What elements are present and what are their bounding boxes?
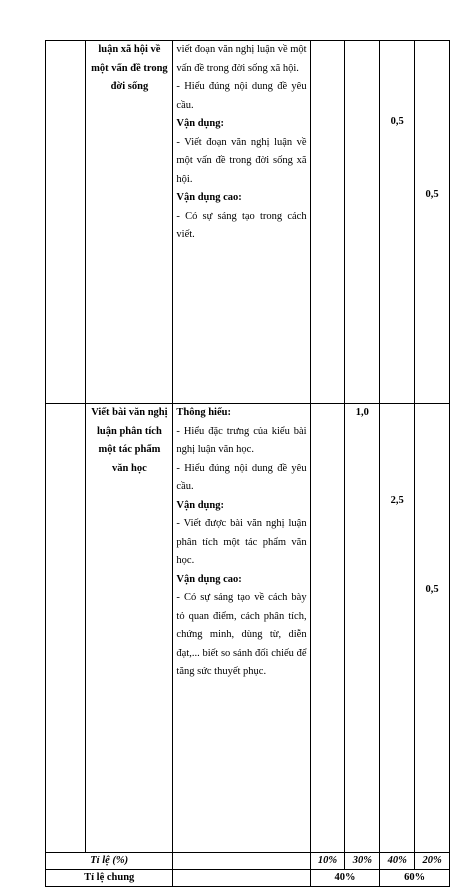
description-heading: Vận dụng: (176, 118, 224, 129)
total-value: 40% (310, 870, 380, 887)
empty-cell (46, 404, 86, 853)
score-cell (310, 41, 345, 404)
score-cell: 1,0 (345, 404, 380, 853)
ratio-value: 10% (310, 853, 345, 870)
description-cell (173, 404, 310, 853)
topic-cell: Viết bài văn nghị luận phân tích một tác phẩm văn học (86, 404, 173, 853)
description-line: - Có sự sáng tạo về cách bày tỏ quan điểm, cách phân tích, chứng minh, dùng từ, diễn đạt,... biết so sánh đối chiếu để tăng sức thuyết phục. (176, 592, 307, 677)
ratio-value: 20% (415, 853, 450, 870)
description-line: viết đoạn văn nghị luận về một vấn đề trong đời sống xã hội. (176, 44, 307, 74)
score-cell (345, 41, 380, 404)
matrix-table (45, 40, 450, 887)
description-line: - Có sự sáng tạo trong cách viết. (176, 210, 307, 240)
score-cell (310, 404, 345, 853)
description-cell (173, 41, 310, 404)
description-line: - Hiểu đúng nội dung đề yêu cầu. (176, 462, 307, 492)
table-row (46, 41, 450, 404)
total-row (46, 870, 450, 887)
score-cell: 0,5 (415, 41, 450, 404)
description-heading: Vận dụng cao: (176, 192, 242, 203)
description-heading: Thông hiểu: (176, 407, 231, 418)
score-cell: 0,5 (415, 404, 450, 853)
empty-cell (46, 41, 86, 404)
description-line: - Viết đoạn văn nghị luận về một vấn đề trong đời sống xã hội. (176, 136, 307, 185)
total-label: Tỉ lệ chung (46, 870, 173, 887)
ratio-row (46, 853, 450, 870)
empty-cell (173, 870, 310, 887)
description-line: - Hiểu đặc trưng của kiểu bài nghị luận văn học. (176, 425, 307, 455)
topic-cell: luận xã hội về một vấn đề trong đời sống (86, 41, 173, 404)
score-cell: 0,5 (380, 41, 415, 404)
description-heading: Vận dụng cao: (176, 573, 242, 585)
table-row (46, 404, 450, 853)
empty-cell (173, 853, 310, 870)
description-line: - Hiểu đúng nội dung đề yêu cầu. (176, 81, 307, 111)
score-cell: 2,5 (380, 404, 415, 853)
description-heading: Vận dụng: (176, 499, 224, 511)
ratio-value: 40% (380, 853, 415, 870)
total-value: 60% (380, 870, 450, 887)
description-line: - Viết được bài văn nghị luận phân tích một tác phẩm văn học. (176, 518, 307, 566)
ratio-label: Tỉ lệ (%) (46, 853, 173, 870)
ratio-value: 30% (345, 853, 380, 870)
